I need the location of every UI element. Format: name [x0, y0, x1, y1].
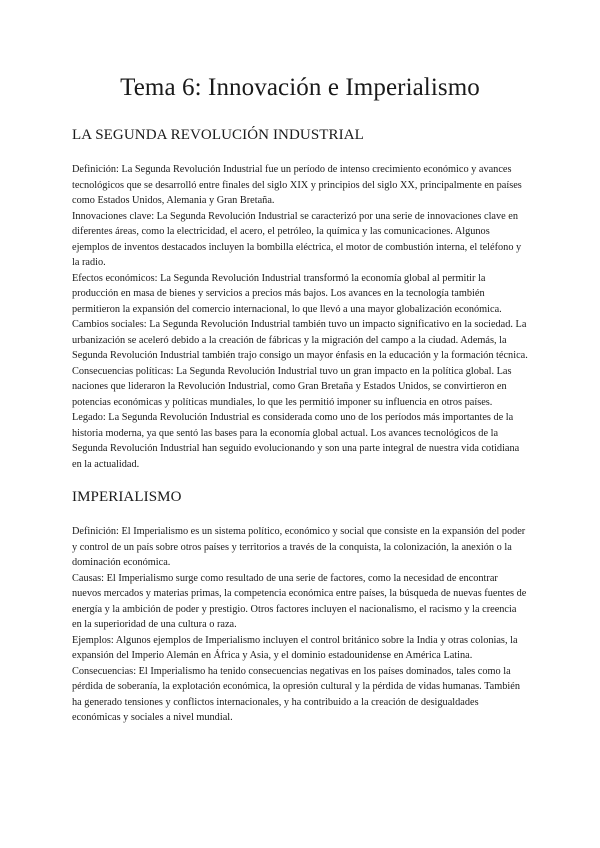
paragraph-consecuencias: Consecuencias: El Imperialismo ha tenido consecuencias negativas en los países dominados, tales como la pérdida de soberanía, la explotación económica, la opresión cultural y la pérdida de vidas humanas. También ha generado tensiones y conflictos internacionales, y ha contribuido a la creación de desigualdades económicas y sociales a nivel mundial.	[72, 665, 520, 723]
paragraph-efectos-economicos: Efectos económicos: La Segunda Revolución Industrial transformó la economía global al permitir la producción en masa de bienes y servicios a precios más bajos. Los avances en la tecnología también permitieron la expansión del comercio internacional, lo que llevó a una mayor globalización económica.	[72, 272, 502, 315]
paragraph-consecuencias-politicas: Consecuencias políticas: La Segunda Revolución Industrial tuvo un gran impacto en la política global. Las naciones que lideraron la Revolución Industrial, como Gran Bretaña y Estados Unidos, se convirtieron en potencias económicas y políticas mundiales, lo que les permitió imponer su influencia en otros países.	[72, 365, 512, 408]
paragraph-definicion: Definición: La Segunda Revolución Industrial fue un período de intenso crecimiento económico y avances tecnológicos que se desarrolló entre finales del siglo XIX y principios del siglo XX, principalmente en países como Estados Unidos, Alemania y Gran Bretaña.	[72, 164, 522, 206]
paragraph-ejemplos: Ejemplos: Algunos ejemplos de Imperialismo incluyen el control británico sobre la India y otras colonias, la expansión del Imperio Alemán en África y Asia, y el dominio estadounidense en América Latina.	[72, 634, 518, 661]
page-title: Tema 6: Innovación e Imperialismo	[120, 74, 480, 101]
section-body-segunda-revolucion	[72, 162, 528, 472]
paragraph-innovaciones: Innovaciones clave: La Segunda Revolución Industrial se caracterizó por una serie de innovaciones clave en diferentes áreas, como la electricidad, el acero, el petróleo, la química y las comunicaciones. Algunos ejemplos de inventos destacados incluyen la bombilla eléctrica, el motor de combustión interna, el teléfono y la radio.	[72, 210, 522, 268]
paragraph-definicion-imperialismo: Definición: El Imperialismo es un sistema político, económico y social que consiste en la expansión del poder y control de un país sobre otros países y territorios a través de la conquista, la colonización, la anexión o la dominación económica.	[72, 526, 526, 568]
paragraph-cambios-sociales: Cambios sociales: La Segunda Revolución Industrial también tuvo un impacto significativo en la sociedad. La urbanización se aceleró debido a la creación de fábricas y la migración del campo a la ciudad. Además, la Segunda Revolución Industrial también trajo consigo un mayor énfasis en la educación y la formación técnica.	[72, 319, 528, 361]
paragraph-legado: Legado: La Segunda Revolución Industrial es considerada como uno de los períodos más importantes de la historia moderna, ya que sentó las bases para la economía global actual. Los avances tecnológicos de la Segunda Revolución Industrial han seguido evolucionando y son una parte integral de nuestra vida cotidiana en la actualidad.	[72, 412, 520, 470]
paragraph-causas: Causas: El Imperialismo surge como resultado de una serie de factores, como la necesidad de encontrar nuevos mercados y materias primas, la competencia económica entre países, la búsqueda de nuevas fuentes de energía y la ambición de poder y prestigio. Otros factores incluyen el nacionalismo, el racismo y la creencia en la superioridad de una cultura o raza.	[72, 572, 527, 630]
section-heading-imperialismo: IMPERIALISMO	[72, 489, 182, 505]
section-heading-segunda-revolucion: LA SEGUNDA REVOLUCIÓN INDUSTRIAL	[72, 127, 364, 143]
section-body-imperialismo	[72, 524, 528, 726]
